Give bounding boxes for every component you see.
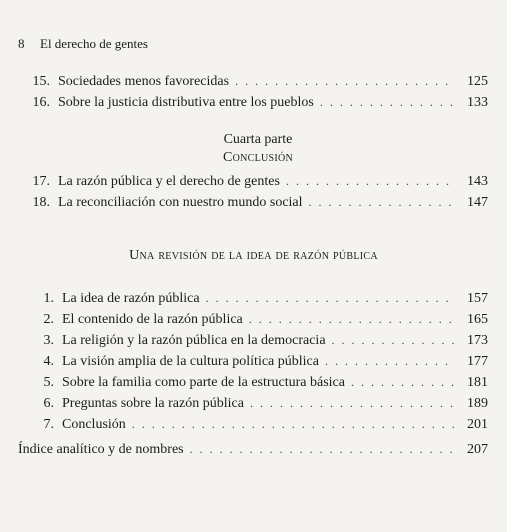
toc-entry-number: 7. [43,417,54,432]
toc-entry-title: Sociedades menos favorecidas [58,74,230,89]
toc-entry-page: 177 [467,354,488,369]
dot-leader [320,93,456,111]
toc-entry-index[interactable] [18,440,488,459]
toc-entry-title: La idea de razón pública [62,291,200,306]
dot-leader [309,193,456,211]
dot-leader [332,331,456,349]
running-header [18,36,148,52]
toc-entry-page: 133 [467,95,488,110]
toc-entry-page: 181 [467,375,488,390]
toc-entry-number: 3. [43,333,54,348]
toc-entry-page: 201 [467,417,488,432]
dot-leader [351,373,456,391]
toc-entry-number: 18. [32,195,50,210]
toc-entry-title: La religión y la razón pública en la democracia [62,333,326,348]
dot-leader [286,172,456,190]
toc-entry-r3[interactable] [18,331,488,350]
toc-entry-18[interactable] [18,193,488,212]
toc-entry-r5[interactable] [18,373,488,392]
dot-leader [132,415,456,433]
toc-entry-number: 5. [43,375,54,390]
toc-entry-number: 6. [43,396,54,411]
toc-entry-title: Sobre la justicia distributiva entre los pueblos [58,95,314,110]
toc-entry-page: 207 [467,442,488,457]
toc-entry-page: 157 [467,291,488,306]
toc-entry-r1[interactable] [18,289,488,308]
toc-entry-16[interactable] [18,93,488,112]
page-number: 8 [18,36,25,51]
dot-leader [235,72,456,90]
toc-entry-title: Sobre la familia como parte de la estructura básica [62,375,345,390]
toc-entry-17[interactable] [18,172,488,191]
dot-leader [206,289,456,307]
toc-entry-title: Preguntas sobre la razón pública [62,396,244,411]
toc-entry-15[interactable] [18,72,488,91]
toc-entry-title: La reconciliación con nuestro mundo social [58,195,303,210]
toc-entry-page: 125 [467,74,488,89]
toc-entry-page: 173 [467,333,488,348]
toc-entry-title: El contenido de la razón pública [62,312,243,327]
toc-entry-number: 16. [32,95,50,110]
toc-entry-r7[interactable] [18,415,488,434]
toc-entry-page: 189 [467,396,488,411]
toc-entry-r2[interactable] [18,310,488,329]
toc-entry-number: 2. [43,312,54,327]
dot-leader [325,352,456,370]
toc-entry-r6[interactable] [18,394,488,413]
revision-heading: Una revisión de la idea de razón pública [129,248,378,263]
toc-entry-number: 4. [43,354,54,369]
toc-entry-r4[interactable] [18,352,488,371]
toc-entry-title: La razón pública y el derecho de gentes [58,174,280,189]
toc-entry-title: Conclusión [62,417,126,432]
toc-entry-number: 17. [32,174,50,189]
toc-entry-number: 1. [43,291,54,306]
toc-entry-number: 15. [32,74,50,89]
toc-entry-title: Índice analítico y de nombres [18,442,184,457]
dot-leader [249,310,456,328]
dot-leader [250,394,456,412]
part-title: Conclusión [222,150,294,165]
part-label: Cuarta parte [223,132,293,147]
toc-entry-page: 143 [467,174,488,189]
running-header-title: El derecho de gentes [40,36,148,51]
dot-leader [190,440,456,458]
toc-entry-title: La visión amplia de la cultura política pública [62,354,319,369]
toc-entry-page: 147 [467,195,488,210]
toc-entry-page: 165 [467,312,488,327]
